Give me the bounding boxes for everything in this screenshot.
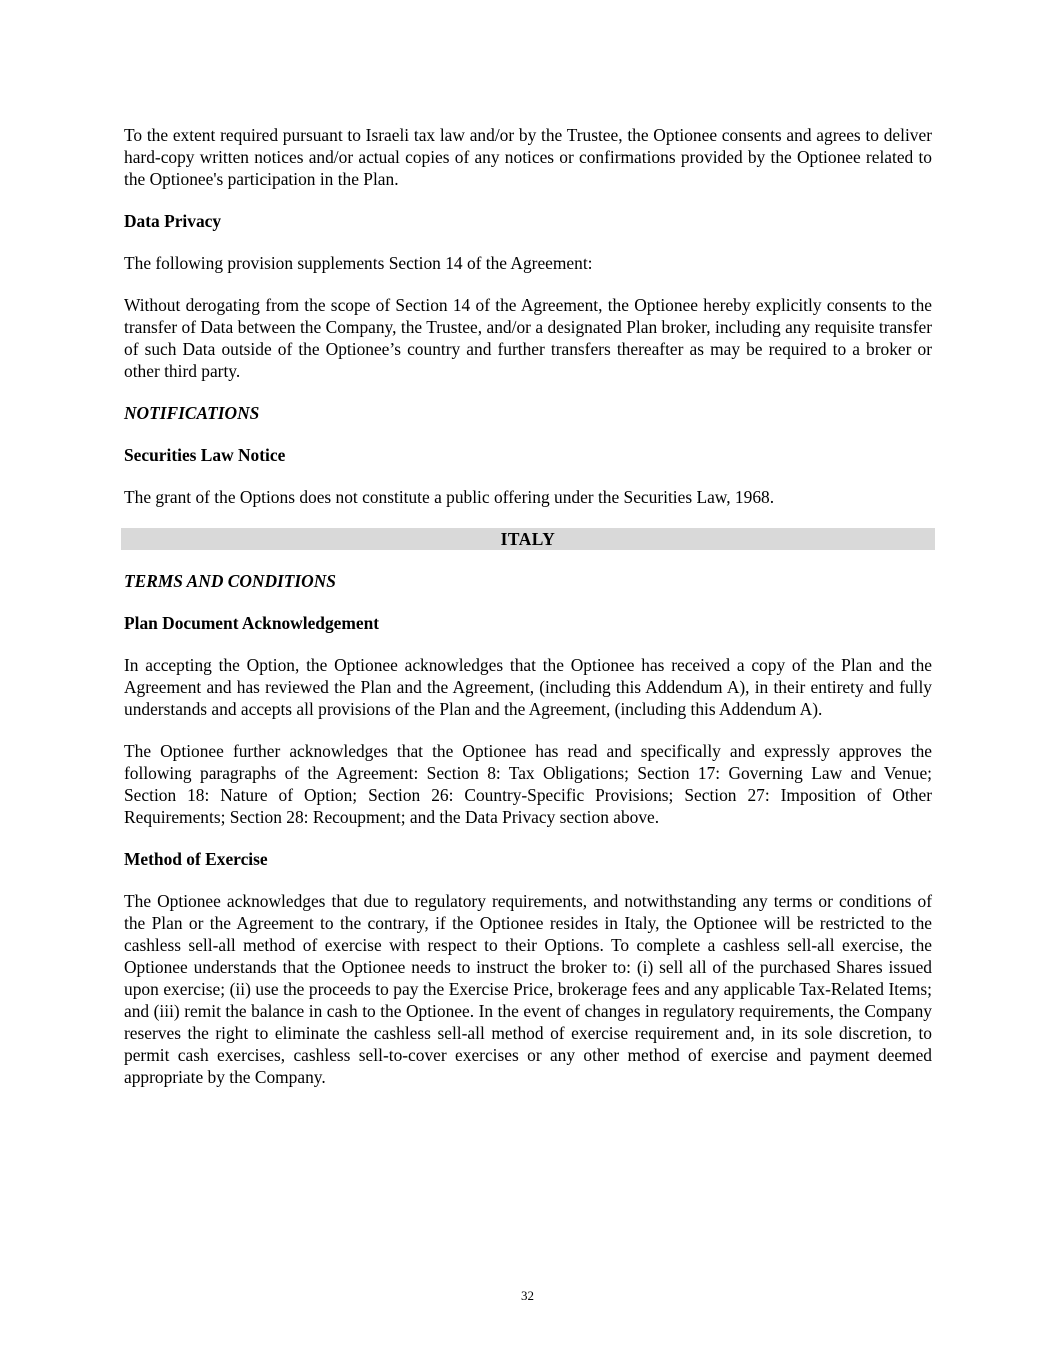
paragraph-section-14-supplement: The following provision supplements Section 14 of the Agreement: (124, 253, 593, 273)
heading-plan-document-acknowledgement: Plan Document Acknowledgement (124, 613, 380, 633)
heading-securities-law-notice: Securities Law Notice (124, 445, 286, 465)
paragraph-israeli-tax-notices: To the extent required pursuant to Israeli tax law and/or by the Trustee, the Optionee consents and agrees to deliver hard-copy written notices and/or actual copies of any notices or confirmations provided by the Optionee related to the Optionee's participation in the Plan. (124, 125, 932, 189)
page-number: 32 (521, 1288, 534, 1303)
heading-method-of-exercise: Method of Exercise (124, 849, 268, 869)
paragraph-further-acknowledges: The Optionee further acknowledges that the Optionee has read and specifically and expressly approves the following paragraphs of the Agreement: Section 8: Tax Obligations; Section 17: Governing Law and Venue; Section 18: Nature of Option; Section 26: Country-Specific Provisions; Section 27: Imposition of Other Requirements; Section 28: Recoupment; and the Data Privacy section above. (124, 741, 932, 827)
paragraph-securities-law: The grant of the Options does not constitute a public offering under the Securities Law, 1968. (124, 487, 775, 507)
document-body (124, 124, 932, 1088)
heading-terms-and-conditions: TERMS AND CONDITIONS (124, 571, 336, 591)
paragraph-method-of-exercise: The Optionee acknowledges that due to regulatory requirements, and notwithstanding any terms or conditions of the Plan or the Agreement to the contrary, if the Optionee resides in Italy, the Optionee will be restricted to the cashless sell-all method of exercise with respect to their Options. To complete a cashless sell-all exercise, the Optionee understands that the Optionee needs to instruct the broker to: (i) sell all of the purchased Shares issued upon exercise; (ii) use the proceeds to pay the Exercise Price, brokerage fees and any applicable Tax-Related Items; and (iii) remit the balance in cash to the Optionee. In the event of changes in regulatory requirements, the Company reserves the right to eliminate the cashless sell-all method of exercise requirement and, in its sole discretion, to permit cash exercises, cashless sell-to-cover exercises or any other method of exercise and payment deemed appropriate by the Company. (124, 891, 932, 1087)
paragraph-data-transfer-consent: Without derogating from the scope of Section 14 of the Agreement, the Optionee hereby explicitly consents to the transfer of Data between the Company, the Trustee, and/or a designated Plan broker, including any requisite transfer of such Data outside of the Optionee’s country and further transfers thereafter as may be required to a broker or other third party. (124, 295, 932, 381)
heading-notifications: NOTIFICATIONS (124, 403, 260, 423)
paragraph-accepting-option: In accepting the Option, the Optionee acknowledges that the Optionee has received a copy of the Plan and the Agreement and has reviewed the Plan and the Agreement, (including this Addendum A), in their entirety and fully understands and accepts all provisions of the Plan and the Agreement, (including this Addendum A). (124, 655, 932, 719)
heading-data-privacy: Data Privacy (124, 211, 222, 231)
country-header-italy: ITALY (121, 528, 935, 550)
